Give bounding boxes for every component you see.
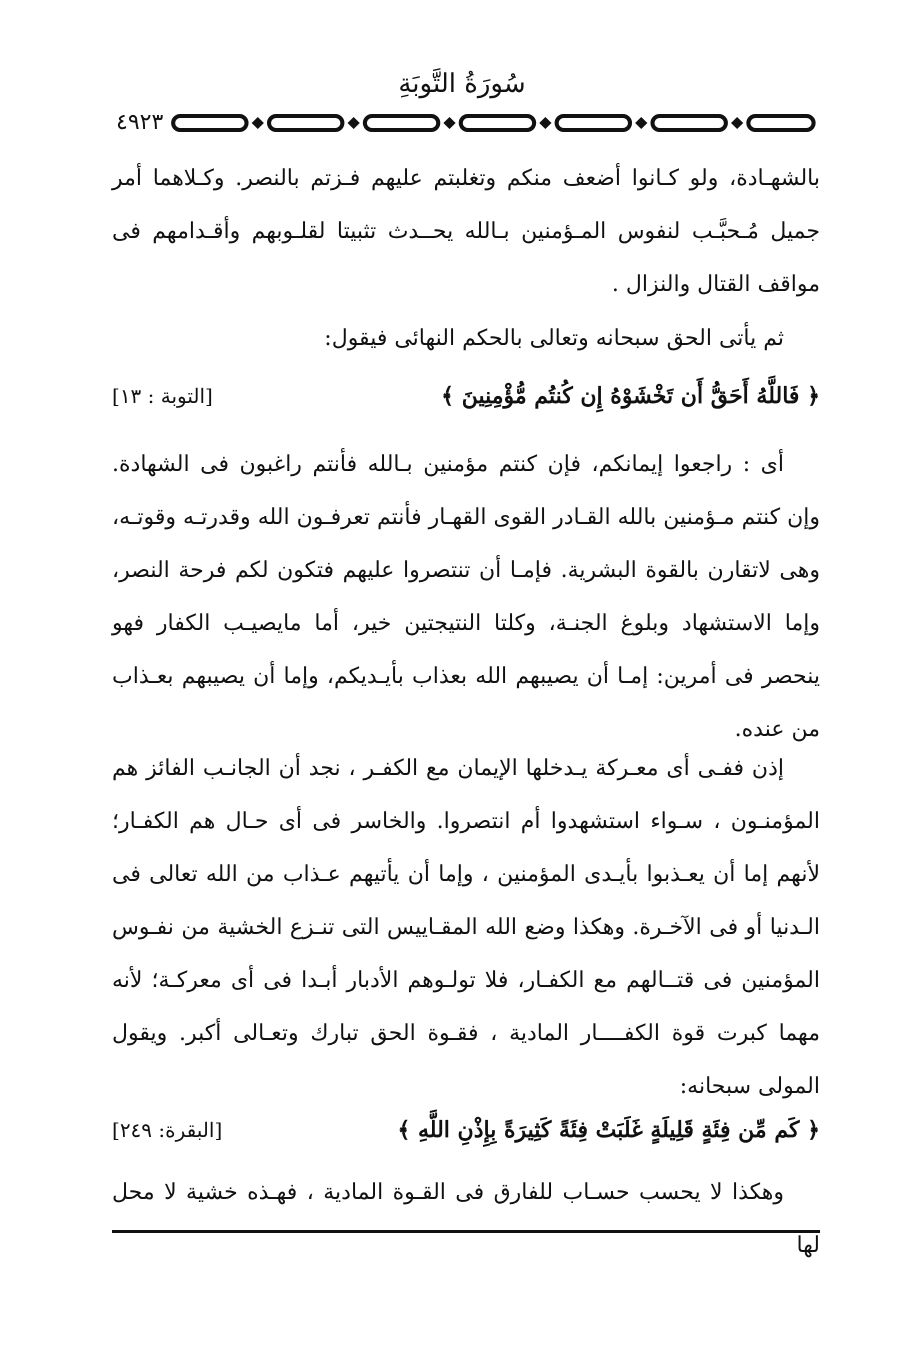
paragraph-4-block [112,742,820,1113]
verse-2-text: ﴿ كَم مِّن فِئَةٍ قَلِيلَةٍ غَلَبَتْ فِئَةً كَثِيرَةً بِإِذْنِ اللَّهِ ﴾ [397,1117,820,1143]
paragraph-3-block [112,438,820,756]
verse-2-reference: [البقرة: ٢٤٩] [112,1118,223,1142]
verse-1-text: ﴿ فَاللَّهُ أَحَقُّ أَن تَخْشَوْهُ إِن كُنتُم مُّؤْمِنِينَ ﴾ [441,383,820,409]
paragraph-3: أى : راجعوا إيمانكم، فإن كنتم مؤمنين بـالله فأنتم راغبون فى الشهادة. وإن كنتم مـؤمنين بالله القـادر القوى القهـار فأنتم تعرفـون الله وقدرتـه وقوتـه، وهى لاتقارن بالقوة البشرية. فإمـا أن تنتصروا عليهم فتكون لكم فرحة النصر، وإما الاستشهاد وبلوغ الجنـة، وكلتا النتيجتين خير، أما مايصيـب الكفار فهو ينحصر فى أمرين: إمـا أن يصيبهم الله بعذاب بأيـديكم، وإما أن يصيبهم بعـذاب من عنده. [112,452,820,742]
paragraph-4: إذن ففـى أى معـركة يـدخلها الإيمان مع الكفـر ، نجد أن الجانـب الفائز هم المؤمنـون ، سـواء استشهدوا أم انتصروا. والخاسر فى أى حـال هم الكفـار؛ لأنهم إما أن يعـذبوا بأيـدى المؤمنين ، وإما أن يأتيهم عـذاب من الله تعالى فى الـدنيا أو فى الآخـرة. وهكذا وضع الله المقـاييس التى تنـزع الخشية من نفـوس المؤمنين فى قتــالهم مع الكفـار، فلا تولـوهم الأدبار أبـدا فى أى معركـة؛ لأنه مهما كبرت قوة الكفــــار المادية ، فقـوة الحق تبارك وتعـالى أكبر. ويقول المولى سبحانه: [112,756,820,1099]
verse-1-row [112,374,820,418]
paragraph-1: بالشهـادة، ولو كـانوا أضعف منكم وتغلبتم عليهم فـزتم بالنصر. وكـلاهما أمر جميل مُـحبَّـب لنفوس المـؤمنين بـالله يحــدث تثبيتا لقلـوبهم وأقـدامهم فى مواقف القتال والنزال . [112,166,820,297]
surah-title: سُورَةُ التَّوبَةِ [398,69,526,99]
page-header-ornament [112,108,820,138]
verse-2-row [112,1108,820,1152]
paragraph-2: ثم يأتى الحق سبحانه وتعالى بالحكم النهائى فيقول: [324,326,784,351]
paragraph-5: وهكذا لا يحسب حسـاب للفارق فى القـوة المادية ، فهـذه خشية لا محل لها [112,1180,820,1258]
chain-ornament-icon [167,108,820,138]
paragraph-2-block [112,312,820,365]
paragraph-5-block [112,1166,820,1272]
bottom-divider [112,1230,820,1233]
page-number: ٤٩٢٣ [116,110,164,135]
verse-1-reference: [التوبة : ١٣] [112,384,213,408]
paragraph-1-block [112,152,820,311]
